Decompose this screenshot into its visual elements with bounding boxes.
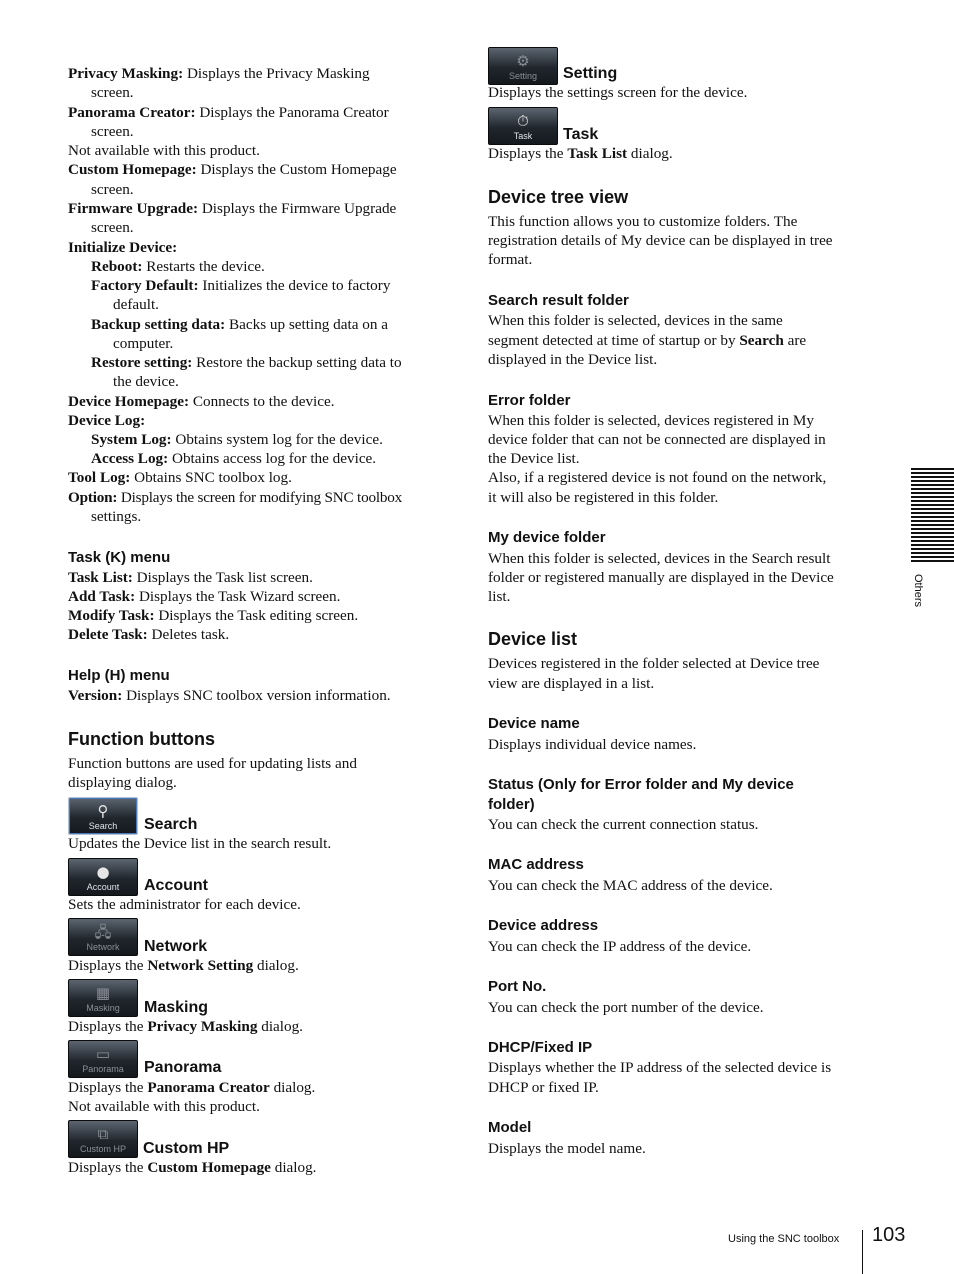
field-heading: Port No. xyxy=(488,978,547,995)
error-folder-body: Also, if a registered device is not found on the network, xyxy=(488,469,827,486)
panorama-button[interactable] xyxy=(68,1040,138,1078)
task-menu-heading: Task (K) menu xyxy=(68,549,171,566)
button-desc: Displays the Custom Homepage dialog. xyxy=(68,1159,317,1176)
field-heading: MAC address xyxy=(488,856,584,873)
button-name: Network xyxy=(144,938,208,955)
page-number: 103 xyxy=(872,1224,906,1246)
menu-item: Not available with this product. xyxy=(68,142,260,159)
button-name: Custom HP xyxy=(143,1140,230,1157)
menu-item: Panorama Creator: Displays the Panorama Creator xyxy=(68,104,389,121)
button-name: Masking xyxy=(144,999,209,1016)
field-body: You can check the MAC address of the device. xyxy=(488,877,773,894)
search-result-folder-body: segment detected at time of startup or by Search are xyxy=(488,332,807,349)
menu-item: Tool Log: Obtains SNC toolbox log. xyxy=(68,469,292,486)
search-result-folder-body: displayed in the Device list. xyxy=(488,351,658,368)
field-body: DHCP or fixed IP. xyxy=(488,1079,599,1096)
button-caption: Setting xyxy=(508,71,538,81)
custom-hp-button[interactable] xyxy=(68,1120,138,1158)
button-desc: Updates the Device list in the search result. xyxy=(68,835,332,852)
button-desc: Displays the Panorama Creator dialog. xyxy=(68,1079,316,1096)
menu-item: Access Log: Obtains access log for the device. xyxy=(91,450,377,467)
menu-item-cont: screen. xyxy=(91,219,134,236)
menu-item: System Log: Obtains system log for the device. xyxy=(91,431,383,448)
button-caption: Panorama xyxy=(82,1064,124,1074)
device-list-heading: Device list xyxy=(488,629,578,649)
menu-item: Firmware Upgrade: Displays the Firmware Upgrade xyxy=(68,200,397,217)
search-button[interactable] xyxy=(68,797,138,835)
search-icon: ⚲ xyxy=(97,802,109,820)
menu-item: Backup setting data: Backs up setting data on a xyxy=(91,316,388,333)
my-device-folder-body: When this folder is selected, devices in the Search result xyxy=(488,550,831,567)
section-tab-marker xyxy=(911,468,954,562)
error-folder-heading: Error folder xyxy=(488,392,571,409)
field-heading: DHCP/Fixed IP xyxy=(488,1039,593,1056)
device-list-body: Devices registered in the folder selected at Device tree xyxy=(488,655,820,672)
masking-button[interactable] xyxy=(68,979,138,1017)
side-tab-label: Others xyxy=(912,574,924,608)
menu-item: Factory Default: Initializes the device to factory xyxy=(91,277,391,294)
button-desc: Displays the settings screen for the device. xyxy=(488,84,748,101)
button-caption: Network xyxy=(86,942,120,952)
menu-item: Privacy Masking: Displays the Privacy Masking xyxy=(68,65,370,82)
menu-item-cont: the device. xyxy=(113,373,179,390)
menu-item-cont: screen. xyxy=(91,84,134,101)
menu-item: Option: Displays the screen for modifying SNC toolbox xyxy=(68,489,403,506)
field-heading: Model xyxy=(488,1119,532,1136)
menu-item: Device Homepage: Connects to the device. xyxy=(68,393,335,410)
network-button[interactable] xyxy=(68,918,138,956)
account-button[interactable] xyxy=(68,858,138,896)
device-tree-body: This function allows you to customize folders. The xyxy=(488,213,798,230)
field-body: Displays whether the IP address of the selected device is xyxy=(488,1059,832,1076)
button-name: Search xyxy=(144,816,198,833)
masking-icon: ▦ xyxy=(95,984,111,1002)
button-name: Task xyxy=(563,126,599,143)
function-buttons-intro: Function buttons are used for updating lists and xyxy=(68,755,357,772)
menu-item-cont: screen. xyxy=(91,123,134,140)
field-body: You can check the current connection status. xyxy=(488,816,759,833)
button-caption: Search xyxy=(88,821,118,831)
button-desc: Displays the Task List dialog. xyxy=(488,145,673,162)
my-device-folder-body: folder or registered manually are displayed in the Device xyxy=(488,569,834,586)
footer-divider xyxy=(862,1230,863,1274)
menu-item-cont: screen. xyxy=(91,181,134,198)
my-device-folder-heading: My device folder xyxy=(488,529,606,546)
function-buttons-heading: Function buttons xyxy=(68,729,215,749)
button-name: Panorama xyxy=(144,1059,222,1076)
button-desc: Displays the Network Setting dialog. xyxy=(68,957,299,974)
field-body: Displays the model name. xyxy=(488,1140,646,1157)
help-menu-item: Version: Displays SNC toolbox version information. xyxy=(68,687,391,704)
help-menu-heading: Help (H) menu xyxy=(68,667,170,684)
search-result-folder-heading: Search result folder xyxy=(488,292,629,309)
error-folder-body: device folder that can not be connected are displayed in xyxy=(488,431,826,448)
error-folder-body: When this folder is selected, devices registered in My xyxy=(488,412,815,429)
task-menu-item: Add Task: Displays the Task Wizard screen. xyxy=(68,588,341,605)
setting-icon: ⚙ xyxy=(516,52,530,70)
task-menu-item: Task List: Displays the Task list screen. xyxy=(68,569,313,586)
device-tree-body: format. xyxy=(488,251,533,268)
setting-button[interactable] xyxy=(488,47,558,85)
button-caption: Custom HP xyxy=(79,1144,126,1154)
button-caption: Task xyxy=(513,131,533,141)
my-device-folder-body: list. xyxy=(488,588,511,605)
task-button[interactable] xyxy=(488,107,558,145)
field-heading: folder) xyxy=(488,796,535,813)
menu-item-cont: default. xyxy=(113,296,159,313)
menu-item-cont: settings. xyxy=(91,508,142,525)
button-name: Setting xyxy=(563,65,618,82)
button-caption: Account xyxy=(86,882,120,892)
field-body: Displays individual device names. xyxy=(488,736,697,753)
menu-item: Initialize Device: xyxy=(68,239,178,256)
button-desc: Sets the administrator for each device. xyxy=(68,896,301,913)
footer-section: Using the SNC toolbox xyxy=(728,1233,840,1245)
panorama-icon: ▭ xyxy=(95,1045,111,1063)
error-folder-body: it will also be registered in this folder. xyxy=(488,489,719,506)
menu-item: Reboot: Restarts the device. xyxy=(91,258,265,275)
error-folder-body: the Device list. xyxy=(488,450,580,467)
menu-item: Device Log: xyxy=(68,412,146,429)
network-icon: 🖧 xyxy=(94,923,112,941)
task-icon: ⏱ xyxy=(517,112,529,130)
field-heading: Status (Only for Error folder and My device xyxy=(488,776,794,793)
field-heading: Device name xyxy=(488,715,580,732)
task-menu-item: Modify Task: Displays the Task editing screen. xyxy=(68,607,359,624)
menu-item-cont: computer. xyxy=(113,335,174,352)
function-buttons-intro: displaying dialog. xyxy=(68,774,177,791)
device-list-body: view are displayed in a list. xyxy=(488,675,655,692)
account-icon: ● xyxy=(96,863,110,881)
menu-item: Restore setting: Restore the backup setting data to xyxy=(91,354,402,371)
menu-item: Custom Homepage: Displays the Custom Homepage xyxy=(68,161,397,178)
device-tree-body: registration details of My device can be displayed in tree xyxy=(488,232,833,249)
task-menu-item: Delete Task: Deletes task. xyxy=(68,626,230,643)
field-heading: Device address xyxy=(488,917,599,934)
custom-hp-icon: ⧉ xyxy=(97,1125,109,1143)
search-result-folder-body: When this folder is selected, devices in the same xyxy=(488,312,783,329)
field-body: You can check the port number of the device. xyxy=(488,999,764,1016)
button-name: Account xyxy=(144,877,208,894)
button-desc: Displays the Privacy Masking dialog. xyxy=(68,1018,303,1035)
field-body: You can check the IP address of the device. xyxy=(488,938,752,955)
button-desc-note: Not available with this product. xyxy=(68,1098,260,1115)
device-tree-heading: Device tree view xyxy=(488,187,629,207)
button-caption: Masking xyxy=(86,1003,120,1013)
